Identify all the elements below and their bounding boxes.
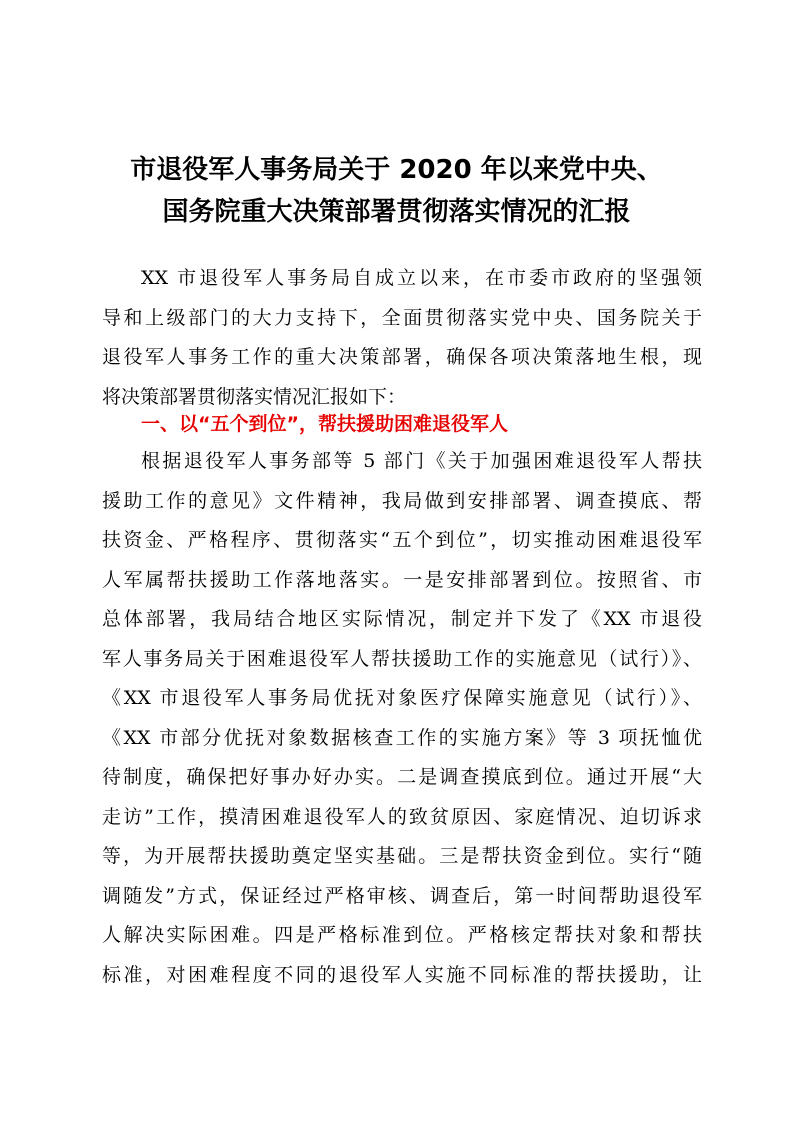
text-line: 根据退役军人事务部等 5 部门《关于加强困难退役军人帮扶: [141, 450, 702, 472]
section-heading: 一、以“五个到位”，帮扶援助困难退役军人: [141, 413, 508, 435]
text-line: 导和上级部门的大力支持下，全面贯彻落实党中央、国务院关于: [102, 306, 702, 329]
text-line: 扶资金、严格程序、贯彻落实“五个到位”，切实推动困难退役军: [102, 529, 702, 551]
text-line: 援助工作的意见》文件精神，我局做到安排部署、调查摸底、帮: [102, 489, 702, 512]
text-line: 将决策部署贯彻落实情况汇报如下：: [102, 385, 407, 408]
text-line: 等，为开展帮扶援助奠定坚实基础。三是帮扶资金到位。实行“随: [102, 845, 702, 867]
text-line: 待制度，确保把好事办好办实。二是调查摸底到位。通过开展“大: [102, 766, 702, 788]
text-line: 人解决实际困难。四是严格标准到位。严格核定帮扶对象和帮扶: [102, 924, 702, 946]
text-line: 调随发”方式，保证经过严格审核、调查后，第一时间帮助退役军: [102, 884, 702, 907]
text-line: 《XX 市退役军人事务局优抚对象医疗保障实施意见（试行）》、: [102, 687, 702, 709]
text-line: 走访”工作，摸清困难退役军人的致贫原因、家庭情况、迫切诉求: [102, 805, 702, 828]
text-line: XX 市退役军人事务局自成立以来，在市委市政府的坚强领: [141, 267, 702, 289]
text-line: 《XX 市部分优抚对象数据核查工作的实施方案》等 3 项抚恤优: [102, 726, 702, 749]
text-line: 总体部署，我局结合地区实际情况，制定并下发了《XX 市退役: [102, 608, 702, 630]
text-line: 退役军人事务工作的重大决策部署，确保各项决策落地生根，现: [102, 346, 702, 368]
document-title-line-2: 国务院重大决策部署贯彻落实情况的汇报: [162, 197, 631, 227]
text-line: 标准，对困难程度不同的退役军人实施不同标准的帮扶援助，让: [102, 963, 702, 986]
text-line: 人军属帮扶援助工作落地落实。一是安排部署到位。按照省、市: [102, 568, 702, 591]
document-title-line-1: 市退役军人事务局关于 2020 年以来党中央、: [130, 155, 663, 185]
text-line: 军人事务局关于困难退役军人帮扶援助工作的实施意见（试行）》、: [102, 647, 702, 670]
body-paragraph: [102, 442, 702, 995]
intro-paragraph: [102, 259, 702, 417]
